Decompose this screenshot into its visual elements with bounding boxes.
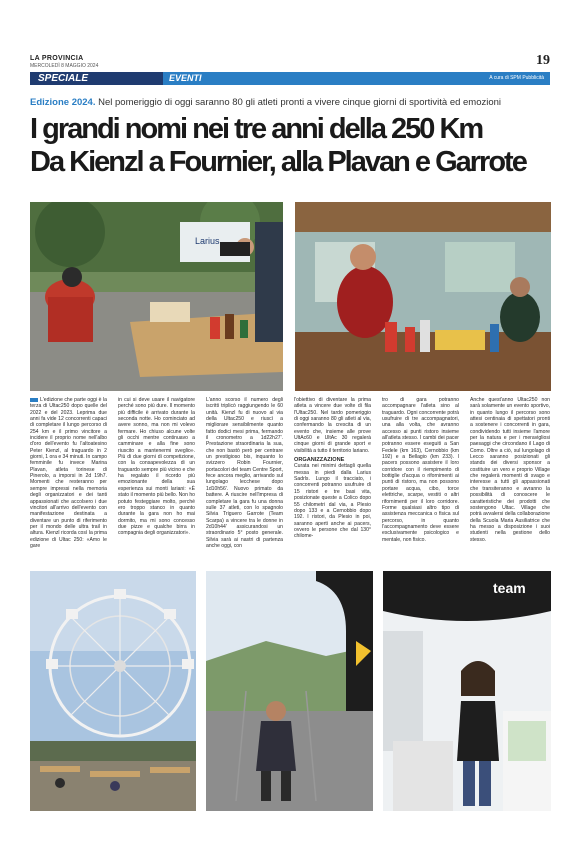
photo-refreshment-point <box>30 202 283 391</box>
headline-line-2: Da Kienzl a Fournier, alla Plavan e Garrote <box>30 146 526 178</box>
article-body <box>30 397 550 562</box>
headline-line-1: I grandi nomi nei tre anni della 250 Km <box>30 113 483 145</box>
article-column-4 <box>294 397 371 540</box>
column-text: l'obiettivo di diventare la prima atleta a vincere due volte di fila l'Ultac250. Nel tardo pomeriggio di oggi saranno 80 gli atleti al via, confermando la crescita di un evento che, insieme alle prove UltAc60 e UltAc 30 regalerà cinque giorni di grande sport e visibilità a tutto il territorio lariano. <box>294 397 371 454</box>
photo-runner-finish-arch <box>206 571 373 811</box>
banner-text: Larius <box>195 236 220 246</box>
masthead <box>30 55 550 69</box>
issue-date: MERCOLEDÌ 8 MAGGIO 2024 <box>30 63 99 69</box>
section-credit: A cura di SPM Pubblicità <box>489 75 544 81</box>
column-text: Curata nei minimi dettagli quella messa in piedi dalla Larius Sadrls. Lungo il tracciato, i concorrenti potranno usufruire di 15 ristori e tre basi vita, posizionate queste a Colico dopo 55 chilometri dal via, a Plesio dopo 133 e a Cernobbio dopo 192. I ristori, da Plesio in poi, saranno aperti anche ai pacers, ovvero le persone che dal 130° chilome- <box>294 463 371 540</box>
column-text: L'edizione che parte oggi è la terza di Ultac250 dopo quelle del 2022 e del 2023. Leprima due anni fa vide 12 concorrenti capaci di completare il lungo percorso di 254 km e il primo vincitore a incidere il proprio nome nell'albo d'oro dell'evento fu l'altoatesino Peter Kienzl, al traguardo in 2 giorni, 1 ora e 34 minuti. In campo femminile fu invece Marina Plavan, atleta torinese di Pinerolo, a imporsi in 2d 19h7. Momenti che resteranno per sempre impressi nella memoria degli organizzatori e dei tanti appassionati che accolsero i due vincitori all'arrivo dell'evento con manifestazione destinata a diventare un punto di riferimento per il mondo delle ultra trail in altura. Kienzl ricorda così la prima edizione di Ultac 250: «Amo le gare <box>30 397 108 549</box>
banner-text: team <box>493 580 526 596</box>
kicker-text: Nel pomeriggio di oggi saranno 80 gli atleti pronti a vivere cinque giorni di sportività ed emozioni <box>98 97 502 108</box>
subheading: ORGANIZZAZIONE <box>294 457 345 464</box>
photo-athlete-refreshment <box>295 202 551 391</box>
column-text: in cui si deve usare il navigatore perché sono più dure. Il momento più difficile è arrivato durante la seconda notte. Ho cominciato ad avere sonno, ma non mi volevo fermare. Ho chiuso alcune volte gli occhi mentre continuavo a camminare e alla fine sono riuscito a mantenermi sveglio». Più di due giorni di competizione, con la consapevolezza di un traguardo sempre più vicino e che ha regalato il ricordo più emozionante della sua esperienza sui monti lariani: «È stato il momento più bello. Non ho potuto festeggiare molto, perché ero troppo stanco in quanto durante la gara non ho mai dormito, ma mi sono concesso due pizze e qualche birra in compagnia degli organizzatori». <box>118 397 196 537</box>
kicker <box>30 97 550 108</box>
section-category: EVENTI <box>163 72 550 85</box>
article-column-3 <box>206 397 283 549</box>
lead-marker <box>30 398 38 402</box>
column-text: Anche quest'anno Ultac250 non sarà solamente un evento sportivo, in quanto lungo il percorso sono attesi centinaia di spettatori pronti a sostenere i concorrenti in gara, condividendo tutti insieme l'amore per la natura e per i meravigliosi paesaggi che circondano il Lago di Como. Oltre a ciò, sul lungolago di Lecco saranno posizionati gli stands dei diversi sponsor a costituire un vero e proprio Village che regalerà momenti di svago e interesse a tutti gli appassionati che transiteranno e avranno la possibilità di conoscere le caratteristiche dei prodotti che sostengono Ultac. Village che potrà avvalersi della collaborazione della Scuola Maria Ausiliatrice che ha messo a disposizione i suoi studenti nella gestione dello stesso. <box>470 397 550 543</box>
page-number: 19 <box>536 53 550 68</box>
photo-ferris-wheel <box>30 571 196 811</box>
article-column-2 <box>118 397 195 537</box>
article-column-5 <box>382 397 459 543</box>
section-bar <box>30 72 550 85</box>
column-text: tro di gara potranno accompagnare l'atleta sino al traguardo. Ogni concorrente potrà usufruire di tre accompagnatori, una alla volta, che avranno accesso ai punti ristoro insieme all'atleta stesso. I cambi dei pacer potranno essere eseguiti a San Fedele (km 163), Cernobbio (km 192) e a Bellagio (km 233). I pacers possono assistere il loro corridore con il riempimento di bottiglie d'acqua o rifornimenti ai punti di ristoro, ma non possono portare acqua, cibo, torce elettriche, scarpe, vestiti o altri rifornimenti per il loro corridore. Forme qualsiasi altro tipo di assistenza meccanica o fisica sul percorso, in quanto l'accompagnamento deve essere esclusivamente psicologico e mentale, non fisico. <box>382 397 459 543</box>
kicker-lead: Edizione 2024. <box>30 97 96 108</box>
paper-name: LA PROVINCIA <box>30 55 84 62</box>
section-label: SPECIALE <box>30 72 160 85</box>
column-text: L'anno scorso il numero degli iscritti triplicò raggiungendo le 60 unità. Kienzl fu di nuovo al via della Ultac250 e riuscì a migliorare sensibilmente quanto fatto dodici mesi prima, fermando il cronometro a 1d22h27'. Prestazione straordinaria la sua, che non bastò però per centrare un prestigioso bis, inquanto lo svizzero Robin Fournier, portacolori del team Centre Sport, fece ancora meglio, arrivando sul lungolago lecchese dopo 1d10h56'. Nuovo primato da battere. A riuscire nell'impresa di completare la gara fu una donna sulle 37 atleti, con lo spagnolo Silvia Triguero Garrote (Team Scarpa) a vincere tra le donne in 2d10h44' assicurandosi un straordinario 5° posto generale. Silvia sarà ai nastri di partenza anche oggi, con <box>206 397 283 549</box>
article-column-6 <box>470 397 550 543</box>
photo-team-stand <box>383 571 551 811</box>
article-column-1 <box>30 397 107 549</box>
